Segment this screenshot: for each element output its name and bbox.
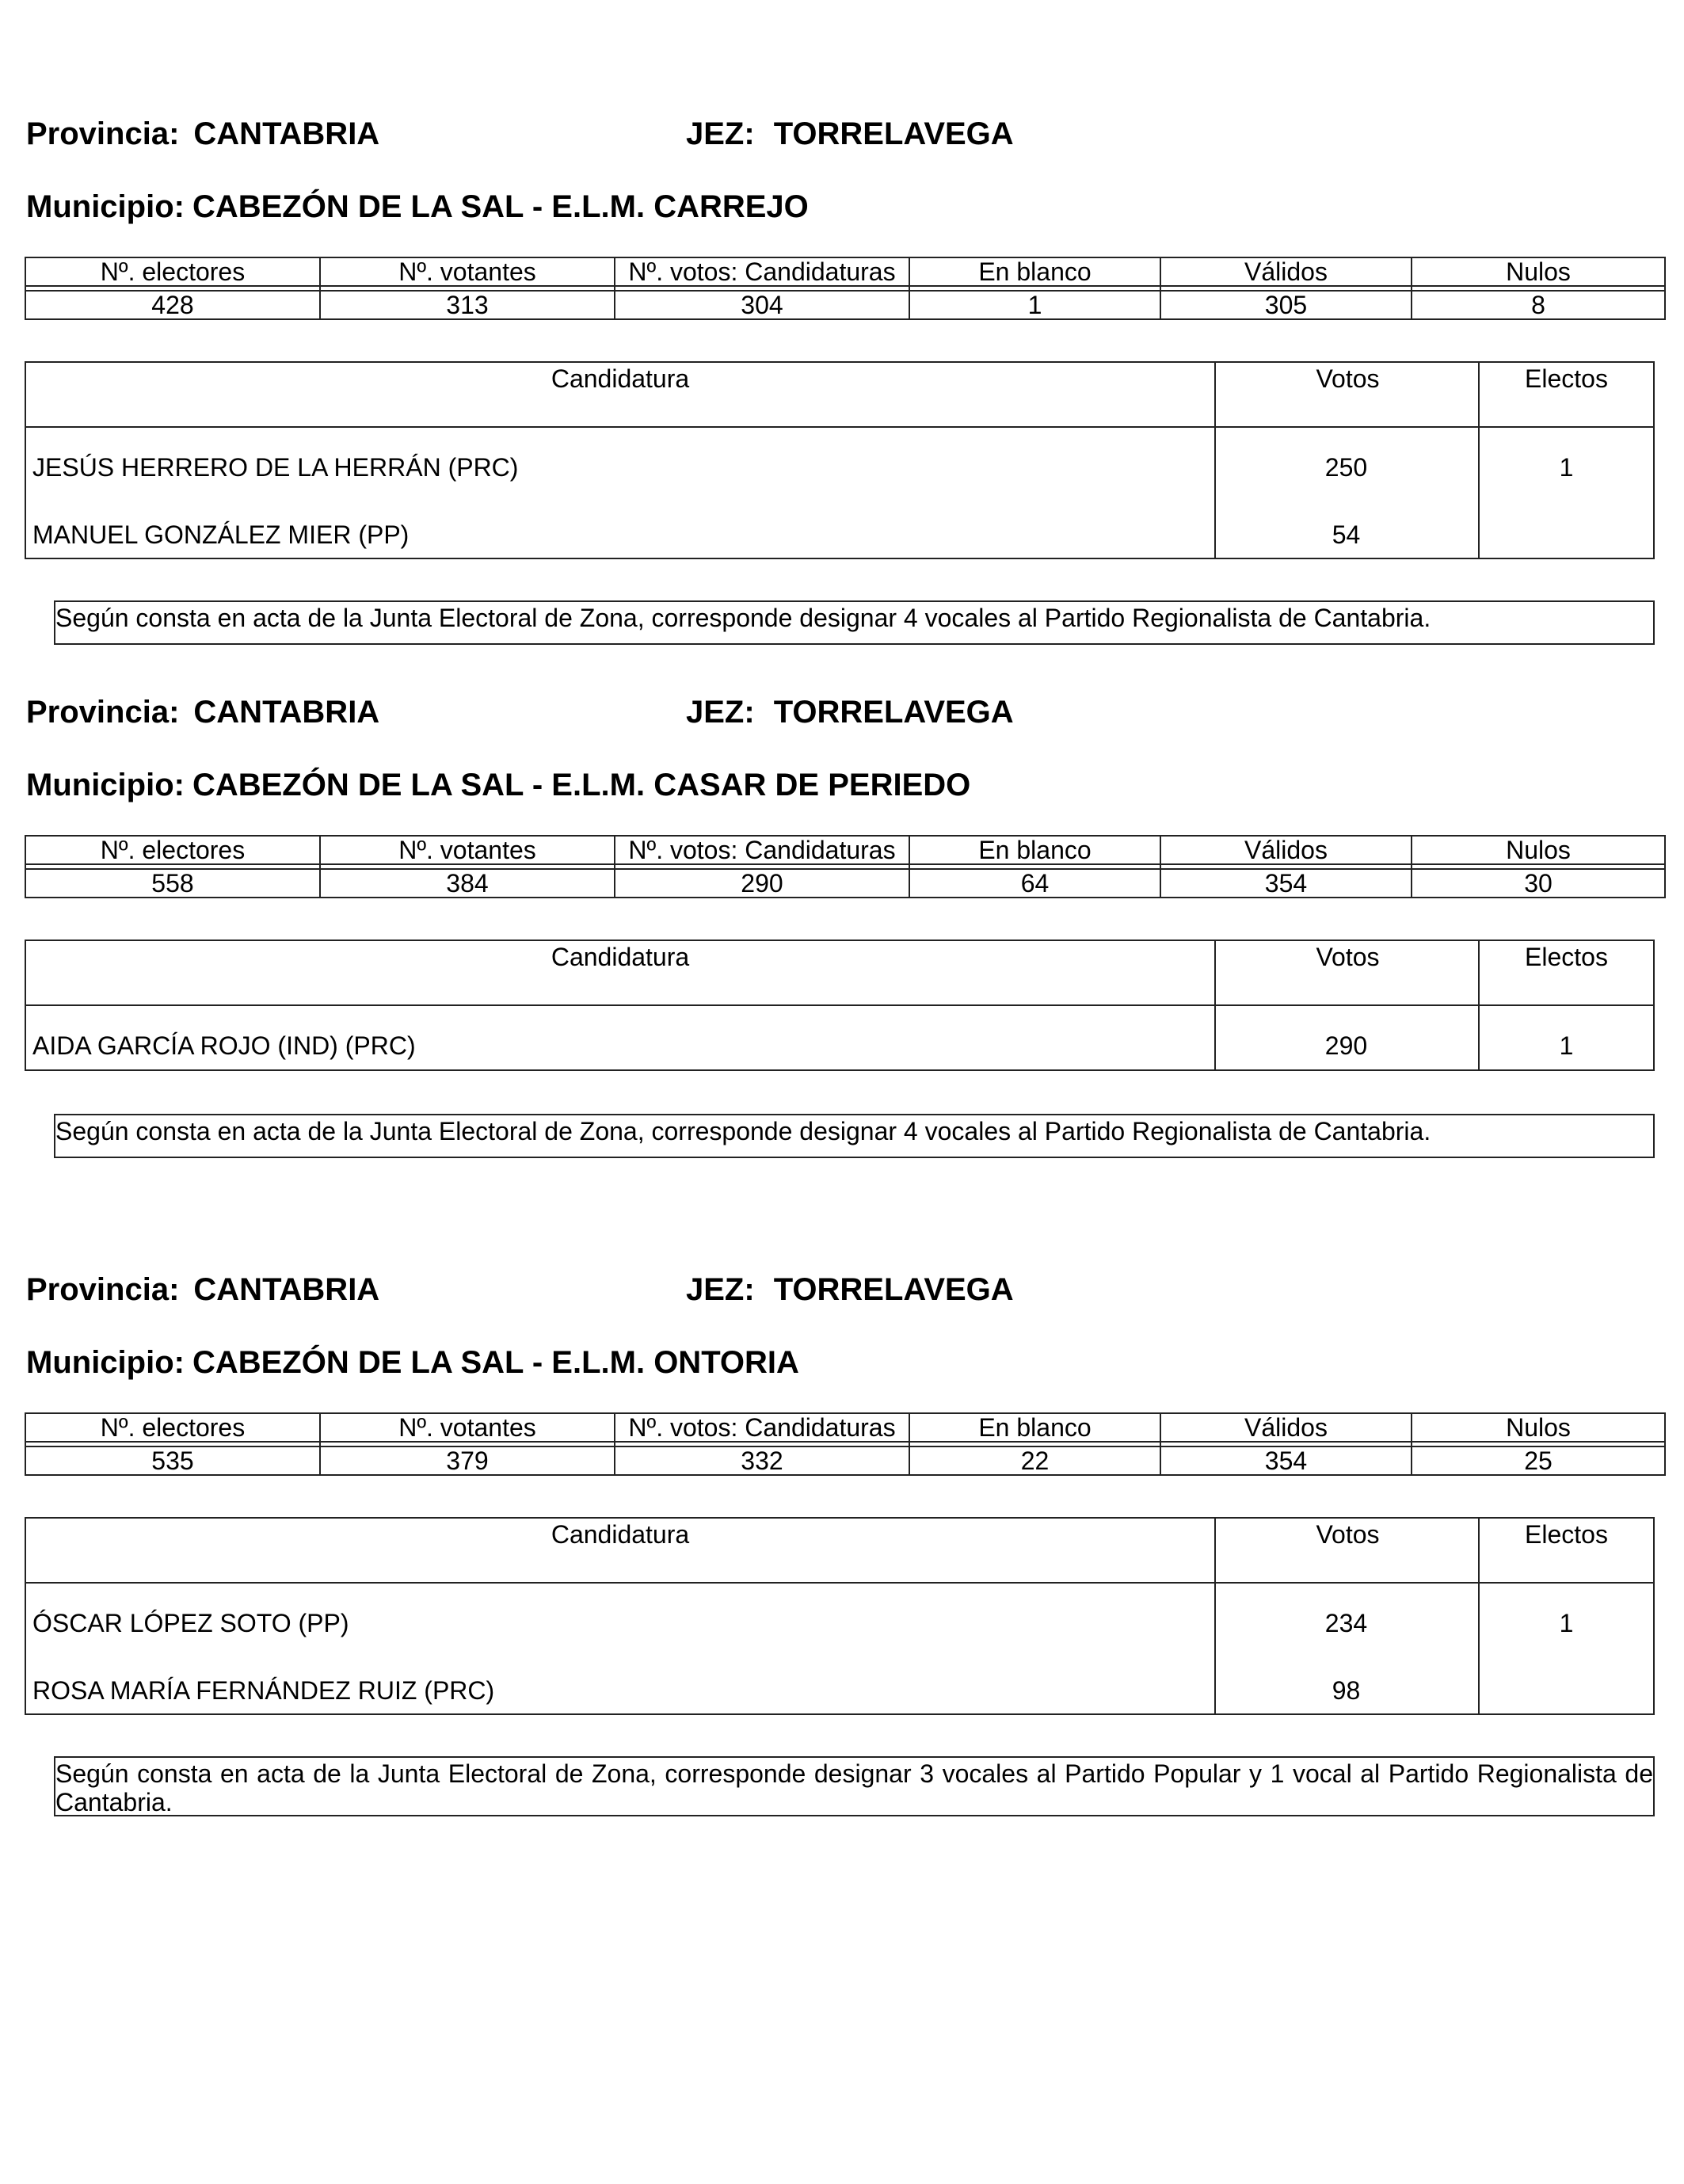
candidate-row <box>26 1673 1655 1708</box>
stat-value-blanco: 1 <box>909 291 1160 319</box>
stat-header-nulos: Nulos <box>1412 257 1665 286</box>
candidate-row <box>26 1606 1655 1641</box>
municipio-value: CABEZÓN DE LA SAL - E.L.M. CARREJO <box>192 189 809 224</box>
stat-value-blanco: 64 <box>909 869 1160 898</box>
candidates-header <box>26 1519 1653 1584</box>
candidates-header <box>26 363 1653 428</box>
candidatura-header: Candidatura <box>551 1520 690 1549</box>
stat-value-blanco: 22 <box>909 1446 1160 1475</box>
stat-header-nulos: Nulos <box>1412 1413 1665 1442</box>
candidate-elected: 1 <box>1559 453 1574 482</box>
provincia-line <box>26 694 379 730</box>
provincia-line <box>26 116 379 152</box>
candidate-votes: 54 <box>1332 520 1361 549</box>
jez-value: TORRELAVEGA <box>773 695 1014 730</box>
stat-header-blanco: En blanco <box>909 836 1160 864</box>
stats-table <box>25 835 1666 898</box>
stat-header-candidaturas: Nº. votos: Candidaturas <box>615 1413 909 1442</box>
stat-header-blanco: En blanco <box>909 257 1160 286</box>
municipio-label: Municipio: <box>26 1345 185 1380</box>
candidates-header <box>26 941 1653 1006</box>
stat-header-votantes: Nº. votantes <box>320 836 615 864</box>
municipio-line <box>26 767 970 803</box>
provincia-label: Provincia: <box>26 116 180 151</box>
candidate-row <box>26 517 1655 552</box>
note-box: Según consta en acta de la Junta Electoral de Zona, corresponde designar 4 vocales al Partido Regionalista de Cantabria. <box>54 1114 1655 1158</box>
candidatura-header: Candidatura <box>551 943 690 971</box>
stat-value-votantes: 384 <box>320 869 615 898</box>
stat-value-electores: 428 <box>25 291 320 319</box>
candidate-name: ÓSCAR LÓPEZ SOTO (PP) <box>32 1609 349 1637</box>
municipio-line <box>26 1344 799 1381</box>
municipio-label: Municipio: <box>26 189 185 224</box>
stat-value-votantes: 379 <box>320 1446 615 1475</box>
jez-line <box>686 694 1014 730</box>
municipio-line <box>26 189 809 225</box>
jez-value: TORRELAVEGA <box>773 116 1014 151</box>
provincia-label: Provincia: <box>26 1272 180 1307</box>
provincia-line <box>26 1271 379 1308</box>
electos-header: Electos <box>1478 941 1655 1004</box>
stat-value-electores: 535 <box>25 1446 320 1475</box>
candidate-row <box>26 1028 1655 1063</box>
jez-label: JEZ: <box>686 1272 755 1307</box>
stat-value-nulos: 30 <box>1412 869 1665 898</box>
note-box: Según consta en acta de la Junta Electoral de Zona, corresponde designar 4 vocales al Partido Regionalista de Cantabria. <box>54 600 1655 645</box>
jez-line <box>686 1271 1014 1308</box>
candidate-elected: 1 <box>1559 1609 1574 1637</box>
stat-value-electores: 558 <box>25 869 320 898</box>
stat-value-votantes: 313 <box>320 291 615 319</box>
candidate-name: MANUEL GONZÁLEZ MIER (PP) <box>32 520 410 549</box>
stats-value-row <box>25 1446 1665 1475</box>
stat-header-votantes: Nº. votantes <box>320 1413 615 1442</box>
municipio-value: CABEZÓN DE LA SAL - E.L.M. ONTORIA <box>192 1345 799 1380</box>
provincia-label: Provincia: <box>26 695 180 730</box>
stats-table <box>25 257 1666 320</box>
municipio-value: CABEZÓN DE LA SAL - E.L.M. CASAR DE PERIEDO <box>192 768 971 802</box>
note-box: Según consta en acta de la Junta Electoral de Zona, corresponde designar 3 vocales al Partido Popular y 1 vocal al Partido Regionalista de Cantabria. <box>54 1756 1655 1816</box>
candidate-name: JESÚS HERRERO DE LA HERRÁN (PRC) <box>32 453 519 482</box>
stat-header-candidaturas: Nº. votos: Candidaturas <box>615 257 909 286</box>
stat-value-nulos: 8 <box>1412 291 1665 319</box>
stat-value-candidaturas: 332 <box>615 1446 909 1475</box>
candidate-votes: 290 <box>1324 1031 1368 1060</box>
stat-header-electores: Nº. electores <box>25 836 320 864</box>
candidates-table <box>25 361 1655 559</box>
stat-header-candidaturas: Nº. votos: Candidaturas <box>615 836 909 864</box>
votos-header: Votos <box>1214 941 1480 1004</box>
candidate-row <box>26 450 1655 485</box>
stat-header-validos: Válidos <box>1160 257 1412 286</box>
electos-header: Electos <box>1478 1519 1655 1582</box>
stat-header-validos: Válidos <box>1160 836 1412 864</box>
candidatura-header: Candidatura <box>551 364 690 393</box>
candidate-name: AIDA GARCÍA ROJO (IND) (PRC) <box>32 1031 416 1060</box>
electos-header: Electos <box>1478 363 1655 426</box>
candidate-votes: 250 <box>1324 453 1368 482</box>
stat-header-electores: Nº. electores <box>25 257 320 286</box>
candidates-table <box>25 1517 1655 1715</box>
jez-label: JEZ: <box>686 695 755 730</box>
stat-value-validos: 354 <box>1160 869 1412 898</box>
stat-header-nulos: Nulos <box>1412 836 1665 864</box>
candidate-elected: 1 <box>1559 1031 1574 1060</box>
candidate-votes: 234 <box>1324 1609 1368 1637</box>
provincia-value: CANTABRIA <box>193 116 380 151</box>
stat-header-blanco: En blanco <box>909 1413 1160 1442</box>
provincia-value: CANTABRIA <box>193 1272 380 1307</box>
votos-header: Votos <box>1214 1519 1480 1582</box>
stats-table <box>25 1412 1666 1476</box>
jez-value: TORRELAVEGA <box>773 1272 1014 1307</box>
candidate-votes: 98 <box>1332 1676 1361 1705</box>
stat-header-validos: Válidos <box>1160 1413 1412 1442</box>
stat-value-candidaturas: 290 <box>615 869 909 898</box>
candidate-name: ROSA MARÍA FERNÁNDEZ RUIZ (PRC) <box>32 1676 495 1705</box>
provincia-value: CANTABRIA <box>193 695 380 730</box>
votos-header: Votos <box>1214 363 1480 426</box>
stats-header-row <box>25 257 1665 286</box>
stat-header-electores: Nº. electores <box>25 1413 320 1442</box>
stats-value-row <box>25 291 1665 319</box>
stat-value-nulos: 25 <box>1412 1446 1665 1475</box>
stats-value-row <box>25 869 1665 898</box>
stats-header-row <box>25 836 1665 864</box>
candidates-table <box>25 940 1655 1071</box>
municipio-label: Municipio: <box>26 768 185 802</box>
stats-header-row <box>25 1413 1665 1442</box>
stat-value-validos: 305 <box>1160 291 1412 319</box>
jez-line <box>686 116 1014 152</box>
stat-value-validos: 354 <box>1160 1446 1412 1475</box>
jez-label: JEZ: <box>686 116 755 151</box>
stat-value-candidaturas: 304 <box>615 291 909 319</box>
stat-header-votantes: Nº. votantes <box>320 257 615 286</box>
